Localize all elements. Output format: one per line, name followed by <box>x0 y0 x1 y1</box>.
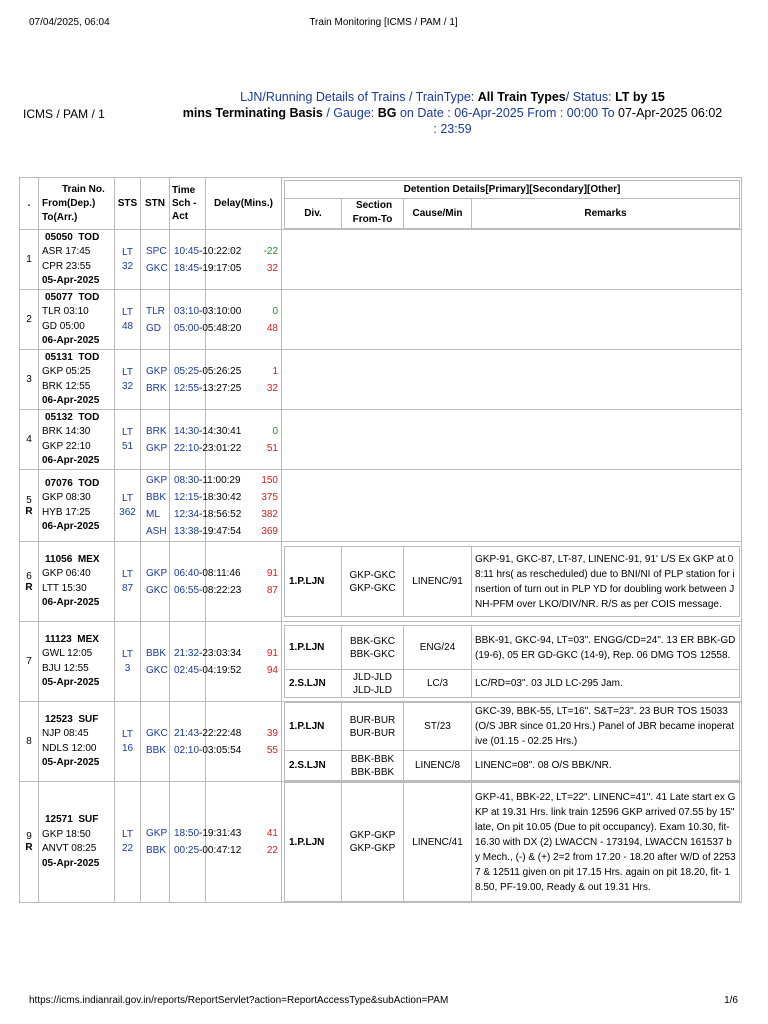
remarks: BBK-91, GKC-94, LT=03". ENGG/CD=24". 13 ER BBK-GD (19-6), 05 ER GD-GKC (14-9), Rep. 06 DMG TOS 12558. <box>472 626 740 670</box>
train-status: LT 32 <box>115 350 141 410</box>
station-code: BBK <box>146 491 167 503</box>
detention-row <box>285 751 740 781</box>
scheduled-time: 06:55 <box>174 584 200 596</box>
sch-act-time <box>174 320 242 337</box>
to-arrival: NDLS 12:00 <box>42 742 97 754</box>
station-code: BBK <box>146 647 167 659</box>
train-info <box>39 470 115 542</box>
division: 1.P.LJN <box>285 547 342 617</box>
report-heading <box>160 89 745 137</box>
detention-table <box>284 625 740 698</box>
time-list <box>170 622 242 702</box>
col-serial: . <box>20 178 39 230</box>
delay-minutes: 1 <box>272 365 278 377</box>
actual-time: -11:00:29 <box>199 474 241 486</box>
col-sts: STS <box>115 178 141 230</box>
journey-date: 05-Apr-2025 <box>42 677 100 688</box>
train-status: LT 51 <box>115 410 141 470</box>
row-serial: 6 R <box>20 542 39 622</box>
journey-date: 06-Apr-2025 <box>42 521 100 532</box>
train-type: MEX <box>77 633 99 645</box>
train-info <box>39 230 115 290</box>
section: GKP-GKP GKP-GKP <box>342 783 404 902</box>
scheduled-time: 22:10 <box>174 442 200 454</box>
cause-minutes: LINENC/8 <box>404 751 472 781</box>
to-arrival: GKP 22:10 <box>42 440 91 452</box>
remarks: LC/RD=03". 03 JLD LC-295 Jam. <box>472 670 740 698</box>
from-departure: GKP 05:25 <box>42 366 91 377</box>
station-list <box>141 470 170 542</box>
gauge-value: BG <box>377 106 397 120</box>
table-row <box>20 622 742 702</box>
division: 2.S.LJN <box>285 751 342 781</box>
station-list <box>141 702 170 782</box>
remarks: GKP-91, GKC-87, LT-87, LINENC-91, 91' L/S Ex GKP at 08:11 hrs( as rescheduled) due to BNI/NI of PLP station for insertion of turn out in PLP YD for doubling work between JNH-PFM over LKO/DIV/NR. R/S as per COIS message. <box>472 547 740 617</box>
cause-minutes: LINENC/41 <box>404 783 472 902</box>
detention-table <box>284 782 740 902</box>
sch-act-time <box>174 260 242 277</box>
actual-time: -19:47:54 <box>199 525 242 537</box>
sch-act-time <box>174 423 242 440</box>
delay-minutes: 369 <box>261 525 278 537</box>
train-number: 12523 <box>45 713 73 725</box>
from-departure: ASR 17:45 <box>42 246 91 257</box>
train-type: TOD <box>78 411 100 423</box>
table-row <box>20 470 742 542</box>
station-code: GKC <box>146 262 168 274</box>
scheduled-time: 06:40 <box>174 567 200 579</box>
from-time-value: 00:00 <box>566 106 599 120</box>
sch-act-time <box>174 489 242 506</box>
delay-list <box>206 702 282 782</box>
sch-act-time <box>174 842 242 859</box>
delay-minutes: 94 <box>266 664 278 676</box>
delay-minutes: 48 <box>266 322 278 334</box>
train-running-table <box>19 177 742 903</box>
row-serial: 1 <box>20 230 39 290</box>
scheduled-time: 02:45 <box>174 664 200 676</box>
train-type: TOD <box>78 291 100 303</box>
delay-minutes: 22 <box>266 845 278 856</box>
sch-act-time <box>174 523 242 540</box>
time-list <box>170 702 242 782</box>
section: JLD-JLD JLD-JLD <box>342 670 404 698</box>
station-code: BBK <box>146 744 167 756</box>
station-list <box>141 290 170 350</box>
train-number: 12571 <box>45 814 73 825</box>
delay-minutes: 0 <box>272 305 278 317</box>
delay-minutes: 87 <box>266 584 278 596</box>
from-departure: GKP 08:30 <box>42 492 91 503</box>
scheduled-time: 18:50 <box>174 828 200 839</box>
rake-flag: R <box>25 842 33 853</box>
sch-act-time <box>174 363 242 380</box>
train-number: 05132 <box>45 411 73 423</box>
station-code: GKP <box>146 365 168 377</box>
journey-date: 06-Apr-2025 <box>42 335 100 346</box>
station-code: BRK <box>146 425 167 437</box>
journey-date: 05-Apr-2025 <box>42 757 100 768</box>
journey-date: 06-Apr-2025 <box>42 455 100 466</box>
detention-details <box>282 782 742 903</box>
scheduled-time: 12:34 <box>174 508 200 520</box>
print-page-number: 1/6 <box>724 995 738 1006</box>
col-div: Div. <box>285 198 342 228</box>
table-row <box>20 350 742 410</box>
actual-time: -18:30:42 <box>199 491 242 503</box>
row-serial: 8 <box>20 702 39 782</box>
train-number: 05131 <box>45 351 73 363</box>
train-status: LT 48 <box>115 290 141 350</box>
station-list <box>141 410 170 470</box>
detention-details <box>282 542 742 622</box>
sch-act-time <box>174 742 242 759</box>
train-info <box>39 290 115 350</box>
scheduled-time: 08:30 <box>174 474 200 486</box>
delay-list <box>206 350 282 410</box>
section: BBK-GKC BBK-GKC <box>342 626 404 670</box>
scheduled-time: 03:10 <box>174 305 200 317</box>
to-date-value: 07-Apr-2025 06:02 <box>618 106 723 120</box>
delay-minutes: 32 <box>266 382 278 394</box>
sch-act-time <box>174 645 242 662</box>
scheduled-time: 14:30 <box>174 425 200 437</box>
col-detention <box>282 178 742 230</box>
train-type: TOD <box>78 351 100 363</box>
train-type: SUF <box>78 814 99 825</box>
scheduled-time: 10:45 <box>174 245 200 257</box>
train-status: LT 16 <box>115 702 141 782</box>
row-serial: 2 <box>20 290 39 350</box>
actual-time: -23:01:22 <box>199 442 242 454</box>
scheduled-time: 02:10 <box>174 744 200 756</box>
detention-details <box>282 410 742 470</box>
actual-time: -10:22:02 <box>199 245 242 257</box>
time-list <box>170 542 242 622</box>
train-number: 11123 <box>45 633 72 645</box>
time-list <box>170 410 242 470</box>
train-type-value: All Train Types <box>477 90 566 104</box>
to-arrival: BJU 12:55 <box>42 662 89 674</box>
to-arrival: LTT 15:30 <box>42 582 87 594</box>
detention-table <box>284 546 740 617</box>
sch-act-time <box>174 506 242 523</box>
detention-row <box>285 670 740 698</box>
browser-print-header <box>29 17 738 31</box>
scheduled-time: 21:43 <box>174 727 200 739</box>
sch-act-time <box>174 303 242 320</box>
row-serial: 9 R <box>20 782 39 903</box>
station-list <box>141 230 170 290</box>
delay-minutes: 91 <box>266 567 278 579</box>
time-list <box>170 290 242 350</box>
sch-act-time <box>174 565 241 582</box>
actual-time: -19:31:43 <box>199 828 242 839</box>
actual-time: -14:30:41 <box>199 425 242 437</box>
train-type: TOD <box>78 477 100 489</box>
heading-line-3: : 23:59 <box>433 122 472 136</box>
from-departure: TLR 03:10 <box>42 306 89 317</box>
journey-date: 05-Apr-2025 <box>42 275 100 286</box>
print-page-title: Train Monitoring [ICMS / PAM / 1] <box>309 17 458 28</box>
train-info <box>39 782 115 903</box>
scheduled-time: 12:55 <box>174 382 200 394</box>
from-departure: GWL 12:05 <box>42 648 93 659</box>
detention-details <box>282 470 742 542</box>
cause-minutes: ST/23 <box>404 703 472 751</box>
row-serial: 3 <box>20 350 39 410</box>
station-code: GKP <box>146 567 168 579</box>
station-code: GKC <box>146 727 168 739</box>
detention-title: Detention Details[Primary][Secondary][Other] <box>285 180 740 198</box>
scheduled-time: 05:00 <box>174 322 200 334</box>
time-list <box>170 782 242 903</box>
actual-time: -18:56:52 <box>199 508 242 520</box>
to-arrival: CPR 23:55 <box>42 260 91 272</box>
station-code: GKP <box>146 474 168 486</box>
sch-act-time <box>174 440 242 457</box>
sch-act-time <box>174 582 242 599</box>
detention-row <box>285 547 740 617</box>
journey-date: 06-Apr-2025 <box>42 597 100 608</box>
actual-time: -03:10:00 <box>199 305 242 317</box>
sch-act-time <box>174 725 242 742</box>
detention-row <box>285 703 740 751</box>
station-code: BRK <box>146 382 167 394</box>
time-list <box>170 350 242 410</box>
train-status: LT 362 <box>115 470 141 542</box>
delay-list <box>206 410 282 470</box>
from-departure: BRK 14:30 <box>42 426 91 437</box>
col-time: Time Sch - Act <box>170 178 206 230</box>
train-status: LT 32 <box>115 230 141 290</box>
remarks: GKP-41, BBK-22, LT=22". LINENC=41". 41 Late start ex GKP at 19.31 Hrs. link train 12596 GKP arrived 07.55 by 15" late, On pit 10.05 (Due to pit occupancy). Exam 10.30, fit- 16.30 with DX (2) LWACCN - 173194, LWACCN 161537 by Mech., (-) & (+) 2=2 from 17.20 - 18.20 after W/D of 22537 & 12511 given on pit 17.15 Hrs. again on pit 18.20, fit- 18.50, PF-19.00, Ready & out 19.31 Hrs. <box>472 783 740 902</box>
table-row <box>20 702 742 782</box>
to-arrival: ANVT 08:25 <box>42 843 97 854</box>
train-number: 05077 <box>45 291 73 303</box>
col-train: Train No. From(Dep.) To(Arr.) <box>39 178 115 230</box>
print-url: https://icms.indianrail.gov.in/reports/ReportServlet?action=ReportAccessType&subAction=PAM <box>29 995 449 1006</box>
delay-minutes: 91 <box>266 647 278 659</box>
station-code: GKC <box>146 664 168 676</box>
delay-minutes: 51 <box>266 442 278 454</box>
actual-time: -13:27:25 <box>199 382 242 394</box>
from-departure: NJP 08:45 <box>42 728 89 739</box>
train-info <box>39 410 115 470</box>
table-row <box>20 410 742 470</box>
scheduled-time: 00:25 <box>174 845 200 856</box>
actual-time: -22:22:48 <box>199 727 242 739</box>
delay-list <box>206 622 282 702</box>
delay-minutes: 382 <box>261 508 278 520</box>
train-info <box>39 542 115 622</box>
report-code: ICMS / PAM / 1 <box>23 107 105 121</box>
cause-minutes: ENG/24 <box>404 626 472 670</box>
division: 1.P.LJN <box>285 703 342 751</box>
actual-time: -04:19:52 <box>199 664 242 676</box>
heading-line-2: mins Terminating Basis / Gauge: BG on Date : 06-Apr-2025 From : 00:00 To 07-Apr-2025 06:02 <box>182 106 723 120</box>
station-code: SPC <box>146 245 167 257</box>
time-list <box>170 230 242 290</box>
on-date-value: 06-Apr-2025 <box>454 106 524 120</box>
actual-time: -05:48:20 <box>199 322 242 334</box>
remarks: LINENC=08". 08 O/S BBK/NR. <box>472 751 740 781</box>
station-code: ML <box>146 508 160 520</box>
scheduled-time: 12:15 <box>174 491 200 503</box>
station-code: ASH <box>146 525 167 537</box>
actual-time: -00:47:12 <box>199 845 242 856</box>
table-row <box>20 290 742 350</box>
train-type: SUF <box>78 713 99 725</box>
actual-time: -19:17:05 <box>199 262 242 274</box>
division: 2.S.LJN <box>285 670 342 698</box>
station-list <box>141 350 170 410</box>
train-info <box>39 350 115 410</box>
row-serial: 5 R <box>20 470 39 542</box>
detention-details <box>282 622 742 702</box>
from-departure: GKP 18:50 <box>42 828 91 840</box>
journey-date: 05-Apr-2025 <box>42 857 100 869</box>
table-body <box>20 230 742 903</box>
detention-details <box>282 290 742 350</box>
table-row <box>20 542 742 622</box>
delay-minutes: 375 <box>261 491 278 503</box>
delay-minutes: 32 <box>266 262 278 274</box>
station-code: BBK <box>146 845 167 856</box>
train-status: LT 22 <box>115 782 141 903</box>
sch-act-time <box>174 825 242 842</box>
journey-date: 06-Apr-2025 <box>42 395 100 406</box>
detention-table <box>284 702 740 781</box>
actual-time: -23:03:34 <box>199 647 242 659</box>
train-number: 11056 <box>45 553 73 565</box>
detention-row <box>285 783 740 902</box>
detention-details <box>282 230 742 290</box>
scheduled-time: 13:38 <box>174 525 200 537</box>
section: BBK-BBK BBK-BBK <box>342 751 404 781</box>
col-section: Section From-To <box>342 198 404 228</box>
scheduled-time: 18:45 <box>174 262 200 274</box>
time-list <box>170 470 242 542</box>
detention-details <box>282 702 742 782</box>
heading-line-1: LJN/Running Details of Trains / TrainType: All Train Types/ Status: LT by 15 <box>240 90 665 104</box>
col-cause: Cause/Min <box>404 198 472 228</box>
delay-minutes: 39 <box>266 727 278 739</box>
actual-time: -05:26:25 <box>199 365 242 377</box>
station-code: GD <box>146 322 161 334</box>
to-arrival: BRK 12:55 <box>42 380 91 392</box>
delay-list <box>206 230 282 290</box>
rake-flag: R <box>25 581 33 593</box>
browser-print-footer <box>29 995 738 1009</box>
to-arrival: GD 05:00 <box>42 320 85 332</box>
division: 1.P.LJN <box>285 783 342 902</box>
sch-act-time <box>174 472 241 489</box>
remarks: GKC-39, BBK-55, LT=16". S&T=23". 23 BUR TOS 15033 (O/S JBR since 01.20 Hrs.) Panel of JBR became inoperative (01.15 - 02.25 Hrs.) <box>472 703 740 751</box>
station-code: TLR <box>146 305 165 317</box>
station-list <box>141 782 170 903</box>
to-arrival: HYB 17:25 <box>42 506 91 518</box>
cause-minutes: LC/3 <box>404 670 472 698</box>
delay-minutes: 150 <box>261 474 278 486</box>
delay-minutes: 55 <box>266 744 278 756</box>
delay-list <box>206 782 282 903</box>
actual-time: -08:11:46 <box>199 567 241 579</box>
delay-minutes: -22 <box>263 245 278 257</box>
rake-flag: R <box>25 505 33 517</box>
train-type: TOD <box>78 231 100 243</box>
train-info <box>39 622 115 702</box>
delay-minutes: 41 <box>266 828 278 839</box>
sch-act-time <box>174 380 242 397</box>
train-type: MEX <box>77 553 100 565</box>
row-serial: 4 <box>20 410 39 470</box>
col-remarks: Remarks <box>472 198 740 228</box>
station-code: GKC <box>146 584 168 596</box>
detention-details <box>282 350 742 410</box>
delay-list <box>206 542 282 622</box>
actual-time: -08:22:23 <box>199 584 242 596</box>
scheduled-time: 05:25 <box>174 365 200 377</box>
train-status: LT 87 <box>115 542 141 622</box>
table-header-row <box>20 178 742 230</box>
actual-time: -03:05:54 <box>199 744 242 756</box>
detention-row <box>285 626 740 670</box>
train-number: 07076 <box>45 477 73 489</box>
cause-minutes: LINENC/91 <box>404 547 472 617</box>
train-info <box>39 702 115 782</box>
section: GKP-GKC GKP-GKC <box>342 547 404 617</box>
print-datetime: 07/04/2025, 06:04 <box>29 17 110 28</box>
col-delay: Delay(Mins.) <box>206 178 282 230</box>
delay-minutes: 0 <box>272 425 278 437</box>
delay-list <box>206 290 282 350</box>
from-departure: GKP 06:40 <box>42 568 91 579</box>
train-number: 05050 <box>45 231 73 243</box>
table-row <box>20 230 742 290</box>
sch-act-time <box>174 243 242 260</box>
status-value: LT by 15 <box>615 90 665 104</box>
row-serial: 7 <box>20 622 39 702</box>
train-status: LT 3 <box>115 622 141 702</box>
scheduled-time: 21:32 <box>174 647 200 659</box>
col-stn: STN <box>141 178 170 230</box>
station-code: GKP <box>146 442 168 454</box>
station-code: GKP <box>146 828 168 839</box>
table-row <box>20 782 742 903</box>
sch-act-time <box>174 662 242 679</box>
division: 1.P.LJN <box>285 626 342 670</box>
station-list <box>141 542 170 622</box>
station-list <box>141 622 170 702</box>
section: BUR-BUR BUR-BUR <box>342 703 404 751</box>
